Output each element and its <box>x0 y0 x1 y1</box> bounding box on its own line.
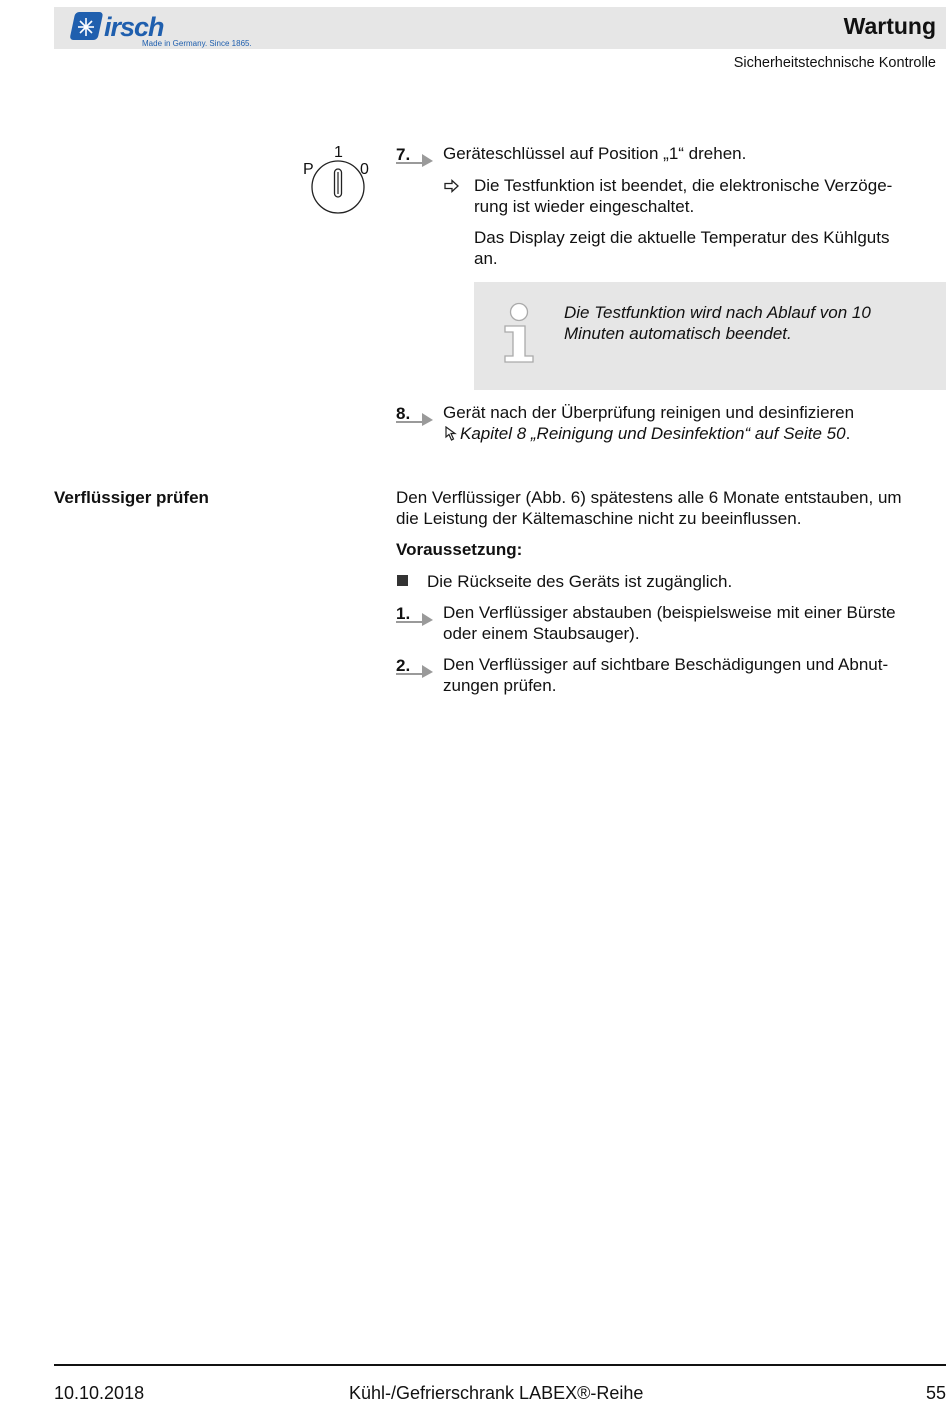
key-label-p: P <box>303 161 314 178</box>
step-2-line-2: zungen prüfen. <box>443 676 557 695</box>
step-marker-1 <box>396 603 434 623</box>
key-label-0: 0 <box>360 161 369 178</box>
prerequisite-item: Die Rückseite des Geräts ist zugänglich. <box>427 572 733 591</box>
step-8-suffix: . <box>845 424 851 443</box>
step-marker-2 <box>396 655 434 675</box>
footer-date: 10.10.2018 <box>54 1383 145 1403</box>
section-intro-line-1: Den Verflüssiger (Abb. 6) spätestens alle 6 Monate entstauben, um <box>396 488 902 507</box>
step-1-line-2: oder einem Staubsauger). <box>443 624 640 643</box>
svg-text:irsch: irsch <box>104 12 164 42</box>
step-marker-7 <box>396 144 434 164</box>
logo-tagline: Made in Germany. Since 1865. <box>142 39 252 48</box>
step-arrow-icon <box>396 607 434 627</box>
section-intro-line-2: die Leistung der Kältemaschine nicht zu beeinflussen. <box>396 509 802 528</box>
step-7-result-line-2: rung ist wieder eingeschaltet. <box>474 197 695 216</box>
page-number: 55 <box>925 1383 946 1403</box>
step-8-text: Gerät nach der Überprüfung reinigen und desinfizieren <box>443 403 855 422</box>
step-1-line-1: Den Verflüssiger abstauben (beispielsweise mit einer Bürste <box>443 603 896 622</box>
step-7-text: Geräteschlüssel auf Position „1“ drehen. <box>443 144 747 163</box>
bullet-square-icon <box>397 575 408 586</box>
key-label-1: 1 <box>334 144 343 161</box>
step-number: 2. <box>396 656 411 675</box>
section-heading: Verflüssiger prüfen <box>54 488 209 507</box>
step-7-extra-line-2: an. <box>474 249 498 268</box>
step-arrow-icon <box>396 148 434 168</box>
step-8-reference <box>443 423 850 444</box>
prerequisite-heading: Voraussetzung: <box>396 540 523 559</box>
key-switch-illustration <box>300 140 380 220</box>
chapter-link[interactable]: Kapitel 8 „Reinigung und Desinfektion“ auf Seite 50 <box>460 424 846 443</box>
step-number: 1. <box>396 604 411 623</box>
info-icon <box>500 300 538 366</box>
cross-reference-icon <box>443 426 460 441</box>
step-number: 7. <box>396 145 411 164</box>
step-arrow-icon <box>396 407 434 427</box>
info-line-2: Minuten automatisch beendet. <box>564 324 792 343</box>
step-7-result-line-1: Die Testfunktion ist beendet, die elektronische Verzöge- <box>474 176 893 195</box>
footer-product-name: Kühl-/Gefrierschrank LABEX®-Reihe <box>349 1383 644 1403</box>
step-arrow-icon <box>396 659 434 679</box>
info-line-1: Die Testfunktion wird nach Ablauf von 10 <box>564 303 871 322</box>
step-number: 8. <box>396 404 411 423</box>
result-arrow-icon <box>444 179 460 193</box>
step-marker-8 <box>396 403 434 423</box>
footer-divider <box>54 1364 946 1366</box>
step-7-extra-line-1: Das Display zeigt die aktuelle Temperatur des Kühlguts <box>474 228 890 247</box>
page-title: Wartung <box>843 13 936 39</box>
step-2-line-1: Den Verflüssiger auf sichtbare Beschädigungen und Abnut- <box>443 655 889 674</box>
page-subtitle: Sicherheitstechnische Kontrolle <box>733 55 936 71</box>
